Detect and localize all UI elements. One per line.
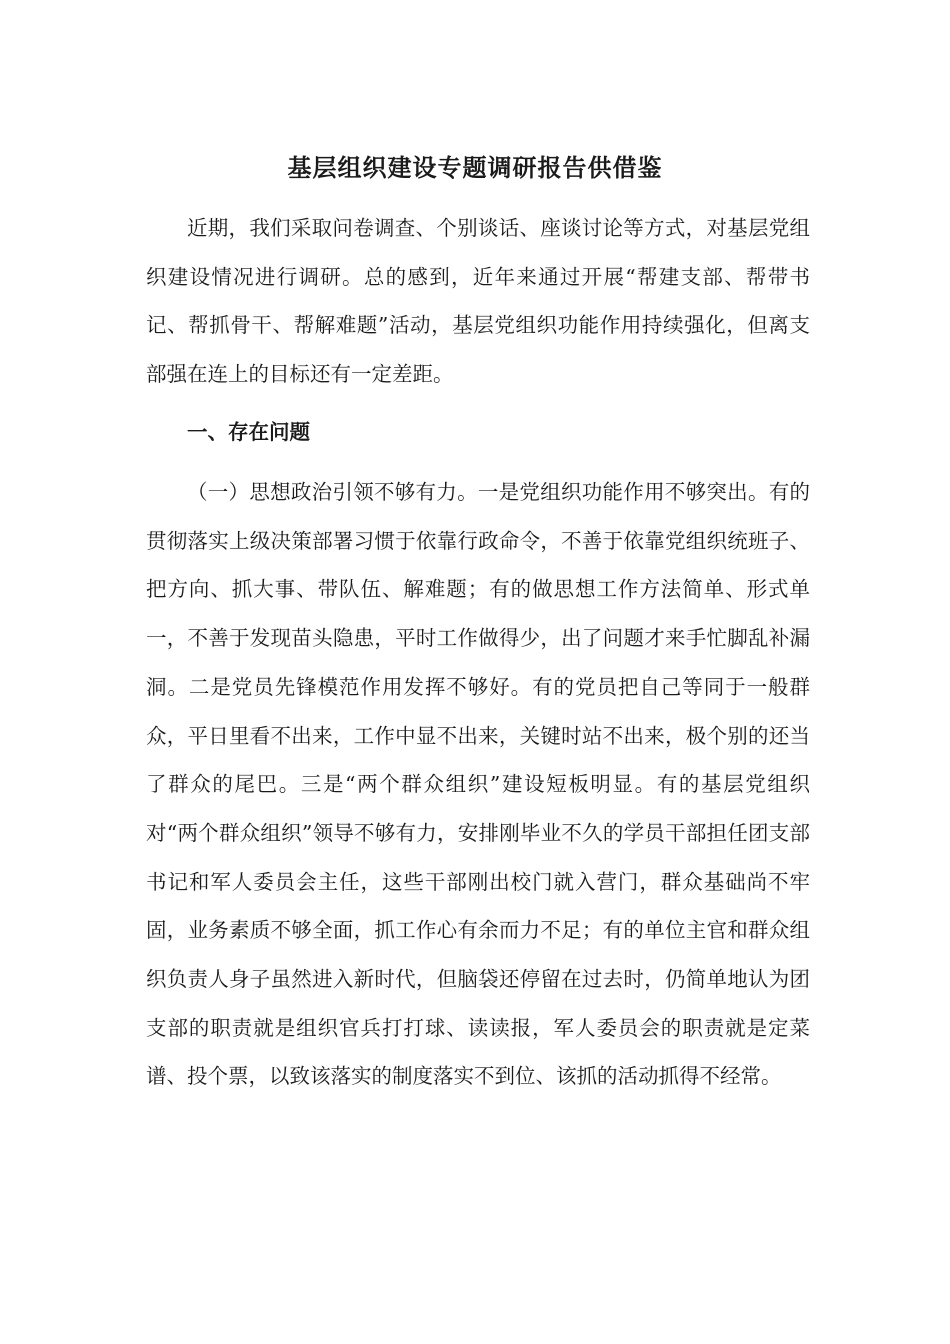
document-title: 基层组织建设专题调研报告供借鉴: [287, 153, 663, 182]
section-heading: 一、存在问题: [187, 420, 310, 444]
intro-paragraph: 近期，我们采取问卷调查、个别谈话、座谈讨论等方式，对基层党组织建设情况进行调研。总的感到，近年来通过开展“帮建支部、帮带书记、帮抓骨干、帮解难题”活动，基层党组织功能作用持续强化，但离支部强在连上的目标还有一定差距。: [146, 216, 810, 387]
section-paragraph: （一）思想政治引领不够有力。一是党组织功能作用不够突出。有的贯彻落实上级决策部署习惯于依靠行政命令，不善于依靠党组织统班子、把方向、抓大事、带队伍、解难题；有的做思想工作方法简单、形式单一，不善于发现苗头隐患，平时工作做得少，出了问题才来手忙脚乱补漏洞。二是党员先锋模范作用发挥不够好。有的党员把自己等同于一般群众，平日里看不出来，工作中显不出来，关键时站不出来，极个别的还当了群众的尾巴。三是“两个群众组织”建设短板明显。有的基层党组织对“两个群众组织”领导不够有力，安排刚毕业不久的学员干部担任团支部书记和军人委员会主任，这些干部刚出校门就入营门，群众基础尚不牢固，业务素质不够全面，抓工作心有余而力不足；有的单位主官和群众组织负责人身子虽然进入新时代，但脑袋还停留在过去时，仍简单地认为团支部的职责就是组织官兵打打球、读读报，军人委员会的职责就是定菜谱、投个票，以致该落实的制度落实不到位、该抓的活动抓得不经常。: [146, 480, 810, 1089]
